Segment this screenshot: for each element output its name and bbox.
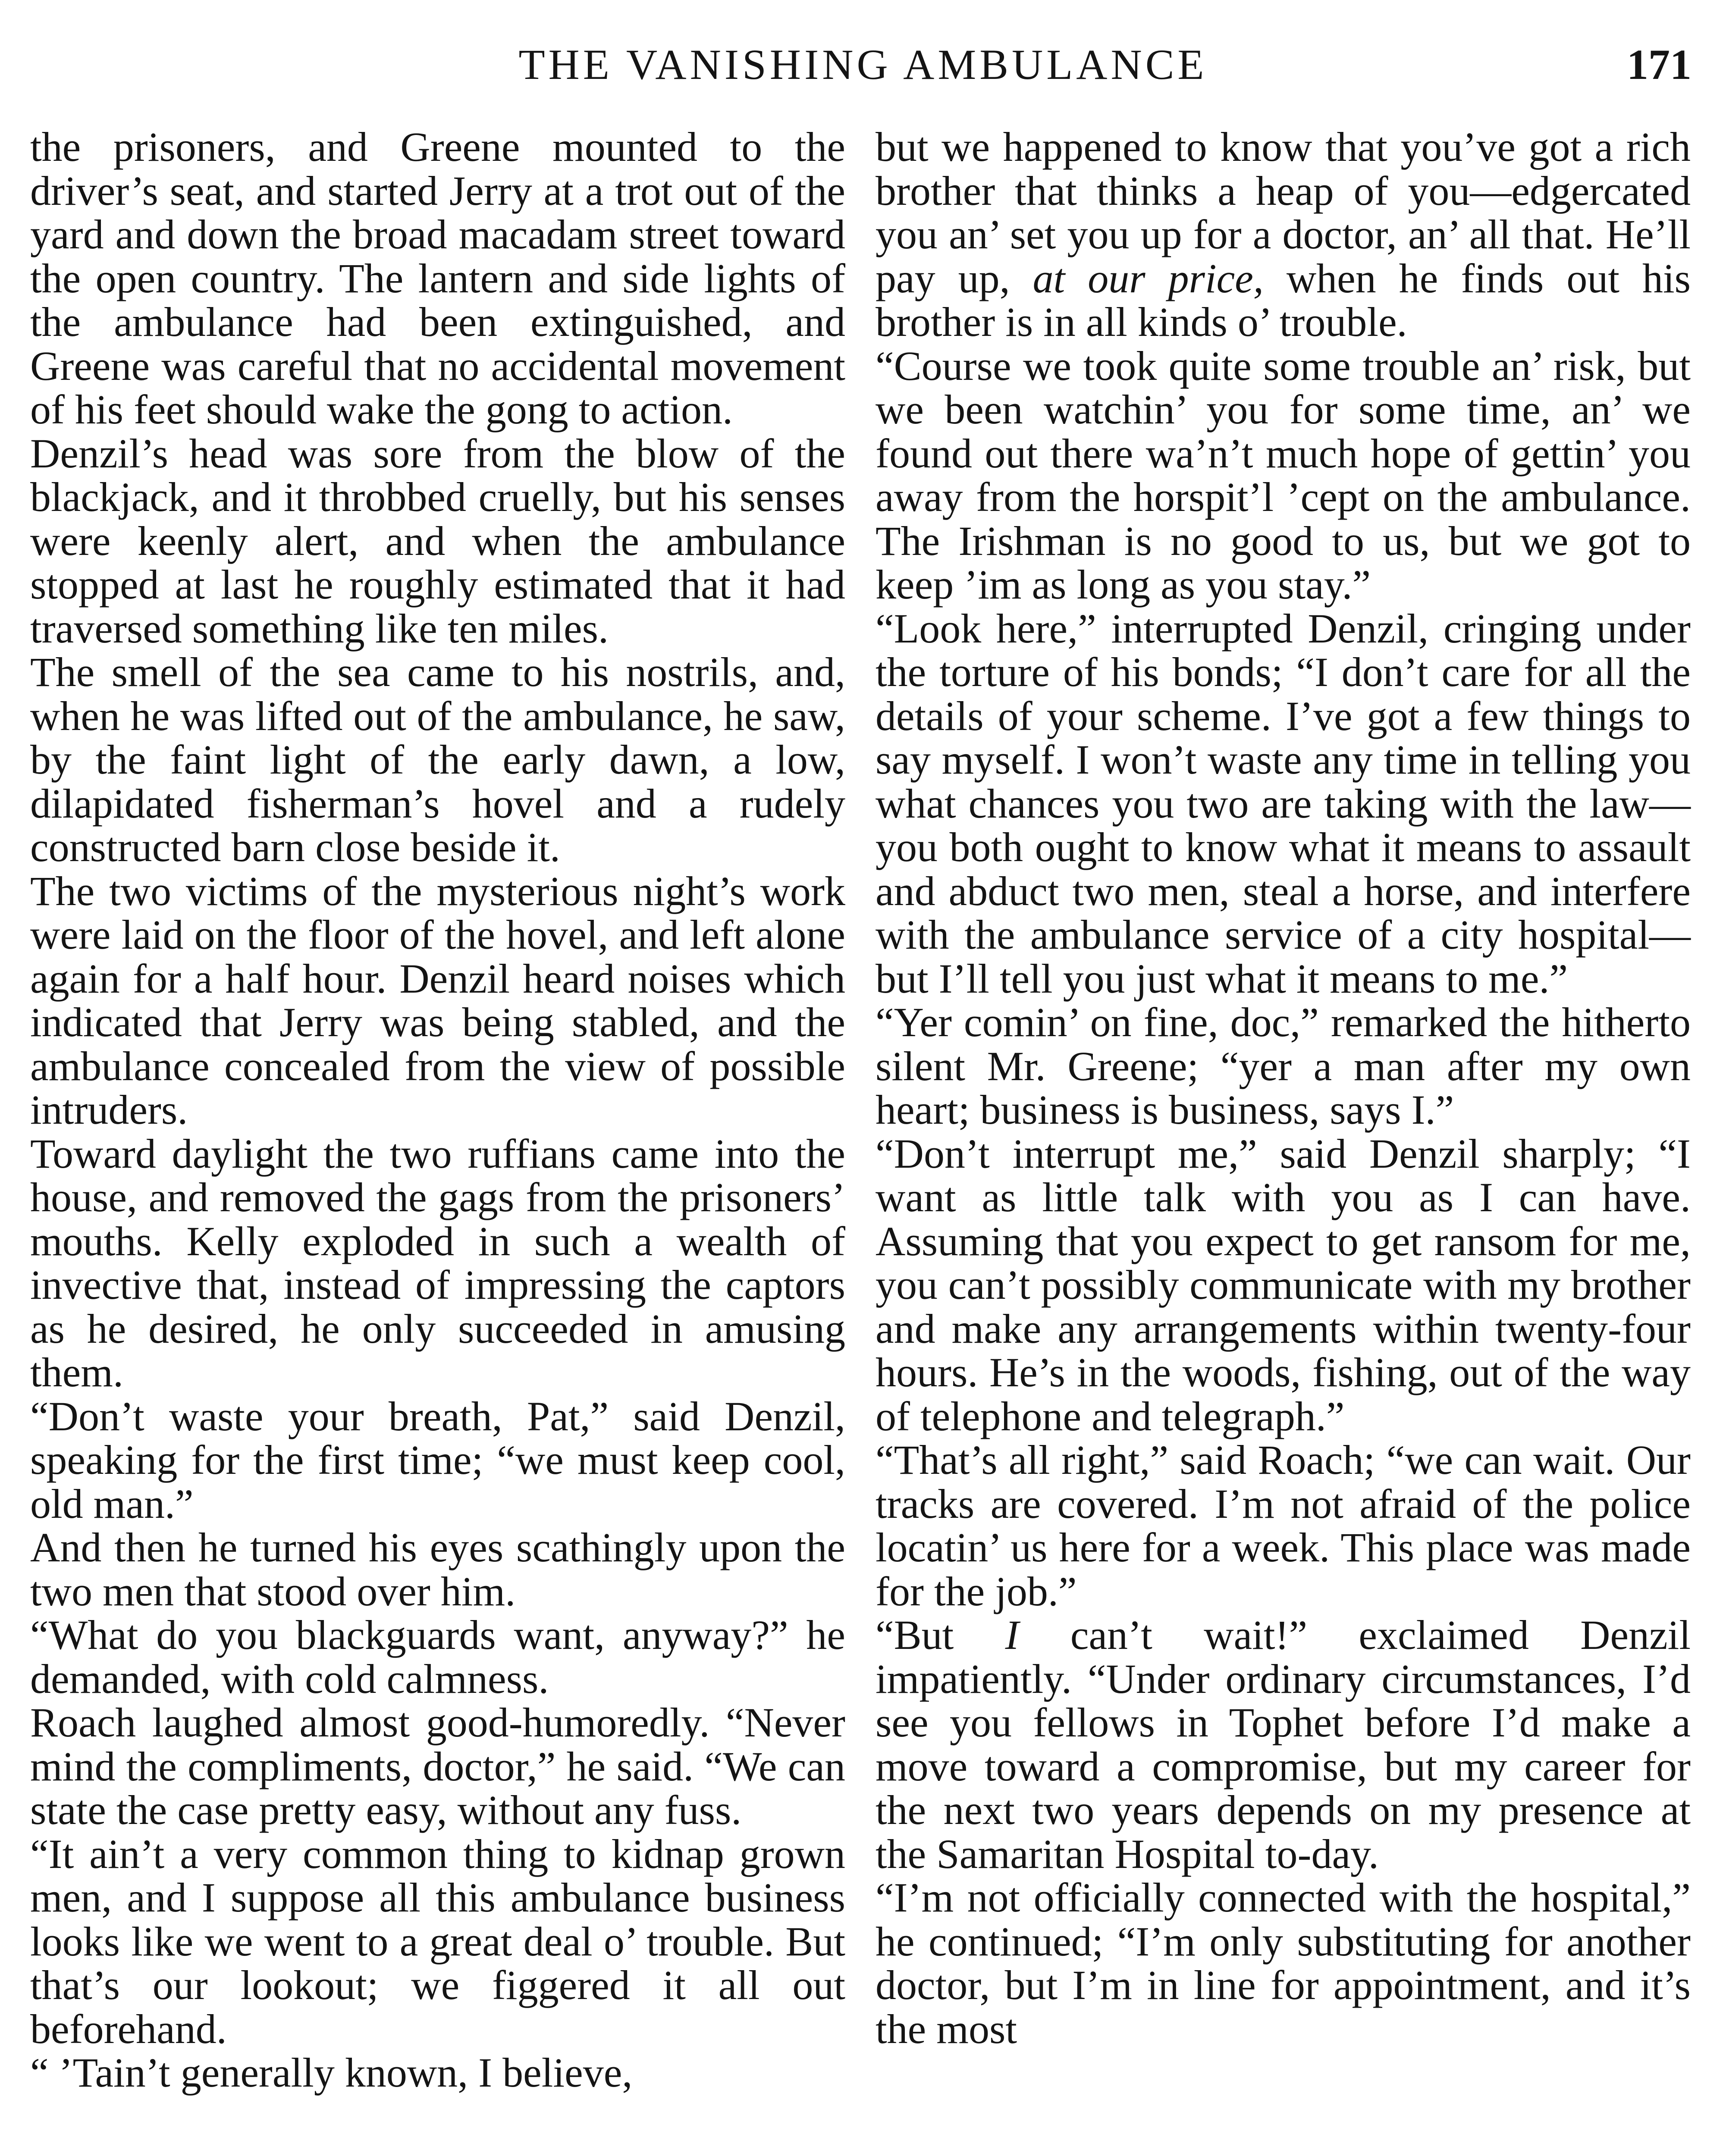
paragraph: Roach laughed almost good-humoredly. “Never mind the compliments, doctor,” he said. “We can state the case pretty easy, without any fuss. [30,1699,845,1833]
paragraph: “It ain’t a very common thing to kidnap grown men, and I suppose all this ambulance business looks like we went to a great deal o’ trouble. But that’s our lookout; we figgered it all out beforehand. [30,1830,845,2052]
page-number: 171 [1627,41,1691,88]
paragraph: Denzil’s head was sore from the blow of the blackjack, and it throbbed cruelly, but his senses were keenly alert, and when the ambulance stopped at last he roughly estimated that it had traversed something like ten miles. [30,430,845,652]
paragraph: “Don’t waste your breath, Pat,” said Denzil, speaking for the first time; “we must keep cool, old man.” [30,1393,845,1527]
paragraph: “Look here,” interrupted Denzil, cringing under the torture of his bonds; “I don’t care for all the details of your scheme. I’ve got a few things to say myself. I won’t waste any time in telling you what chances you two are taking with the law—you both ought to know what it means to assault and abduct two men, steal a horse, and interfere with the ambulance service of a city hospital—but I’ll tell you just what it means to me.” [876,605,1691,1002]
paragraph: “Course we took quite some trouble an’ risk, but we been watchin’ you for some time, an’ we found out there wa’n’t much hope of gettin’ you away from the horspit’l ’cept on the ambulance. The Irishman is no good to us, but we got to keep ’im as long as you stay.” [876,342,1691,608]
text-run: “But [876,1612,1005,1658]
text-run: when he finds out his brother is in all kinds o’ trouble. [876,255,1691,345]
paragraph: “That’s all right,” said Roach; “we can wait. Our tracks are covered. I’m not afraid of the police locatin’ us here for a week. This place was made for the job.” [876,1437,1691,1614]
paragraph: “ ’Tain’t generally known, I believe, [30,2049,633,2096]
paragraph: “Yer comin’ on fine, doc,” remarked the hitherto silent Mr. Greene; “yer a man after my own heart; business is business, says I.” [876,999,1691,1133]
italic-run: at our price, [1032,255,1264,301]
paragraph: “Don’t interrupt me,” said Denzil sharply; “I want as little talk with you as I can have. Assuming that you expect to get ransom for me, you can’t possibly communicate with my brother and make any arrangements within twenty-four hours. He’s in the woods, fishing, out of the way of telephone and telegraph.” [876,1130,1691,1439]
running-head [35,34,1691,95]
paragraph [876,1613,1691,1876]
right-column [876,125,1691,2051]
text-run: can’t wait!” exclaimed Denzil impatiently. “Under ordinary circumstances, I’d see you fellows in Tophet before I’d make a move toward a compromise, but my career for the next two years depends on my presence at the Samaritan Hospital to-day. [876,1612,1691,1877]
paragraph: The two victims of the mysterious night’s work were laid on the floor of the hovel, and left alone again for a half hour. Denzil heard noises which indicated that Jerry was being stabled, and the ambulance concealed from the view of possible intruders. [30,868,845,1133]
paragraph: the prisoners, and Greene mounted to the driver’s seat, and started Jerry at a trot out of the yard and down the broad macadam street toward the open country. The lantern and side lights of the ambulance had been extinguished, and Greene was careful that no accidental movement of his feet should wake the gong to action. [30,124,845,432]
paragraph: Toward daylight the two ruffians came into the house, and removed the gags from the prisoners’ mouths. Kelly exploded in such a wealth of invective that, instead of impressing the captors as he desired, he only succeeded in amusing them. [30,1130,845,1395]
paragraph: And then he turned his eyes scathingly upon the two men that stood over him. [30,1524,845,1614]
running-title: THE VANISHING AMBULANCE [518,41,1208,88]
paragraph: The smell of the sea came to his nostrils, and, when he was lifted out of the ambulance, he saw, by the faint light of the early dawn, a low, dilapidated fisherman’s hovel and a rudely constructed barn close beside it. [30,649,845,870]
italic-run: I [1005,1612,1019,1658]
paragraph [876,125,1691,344]
paragraph: “What do you blackguards want, anyway?” he demanded, with cold calmness. [30,1612,845,1702]
text-run: but we happened to know that you’ve got a rich brother that thinks a heap of you—edgercated you an’ set you up for a doctor, an’ all that. He’ll pay up, [876,124,1691,301]
paragraph: “I’m not officially connected with the hospital,” he continued; “I’m only substituting for another doctor, but I’m in line for appointment, and it’s the most [876,1874,1691,2052]
left-column [30,125,845,2095]
